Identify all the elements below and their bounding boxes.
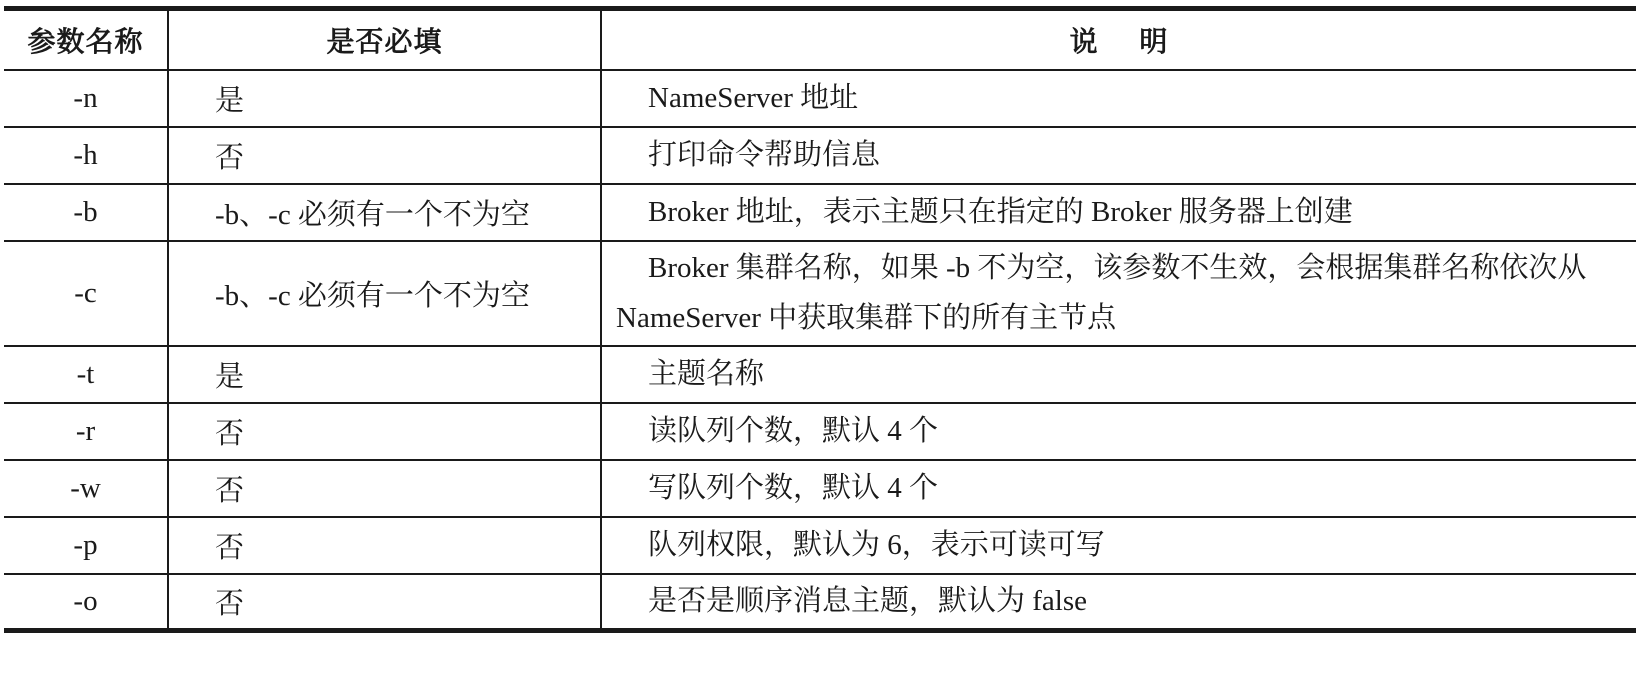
table-row bbox=[4, 127, 1636, 184]
description-cell: Broker 地址，表示主题只在指定的 Broker 服务器上创建 bbox=[601, 184, 1636, 241]
parameter-table bbox=[4, 6, 1636, 633]
description-cell: Broker 集群名称，如果 -b 不为空，该参数不生效，会根据集群名称依次从 NameServer 中获取集群下的所有主节点 bbox=[601, 241, 1636, 346]
required-cell: -b、-c 必须有一个不为空 bbox=[168, 241, 601, 346]
param-cell: -p bbox=[73, 528, 98, 561]
param-cell: -o bbox=[73, 584, 98, 617]
header-required: 是否必填 bbox=[168, 9, 601, 70]
required-cell: 否 bbox=[168, 403, 601, 460]
required-cell: 否 bbox=[168, 517, 601, 574]
description-cell: 主题名称 bbox=[601, 346, 1636, 403]
table-row bbox=[4, 574, 1636, 631]
table-row bbox=[4, 403, 1636, 460]
header-param-name: 参数名称 bbox=[27, 24, 144, 58]
required-cell: 是 bbox=[168, 346, 601, 403]
description-cell: 读队列个数，默认 4 个 bbox=[601, 403, 1636, 460]
header-description: 说 明 bbox=[601, 9, 1636, 70]
param-cell: -h bbox=[73, 138, 98, 171]
description-cell: NameServer 地址 bbox=[601, 70, 1636, 127]
param-cell: -r bbox=[75, 414, 96, 447]
param-cell: -b bbox=[73, 195, 98, 228]
table-row bbox=[4, 241, 1636, 346]
param-cell: -c bbox=[74, 276, 97, 309]
description-cell: 队列权限，默认为 6，表示可读可写 bbox=[601, 517, 1636, 574]
description-cell: 打印命令帮助信息 bbox=[601, 127, 1636, 184]
required-cell: 否 bbox=[168, 127, 601, 184]
param-cell: -w bbox=[70, 471, 101, 504]
table-row bbox=[4, 517, 1636, 574]
required-cell: 否 bbox=[168, 460, 601, 517]
param-cell: -n bbox=[73, 81, 98, 114]
table-row bbox=[4, 70, 1636, 127]
table-row bbox=[4, 460, 1636, 517]
description-cell: 写队列个数，默认 4 个 bbox=[601, 460, 1636, 517]
description-cell: 是否是顺序消息主题，默认为 false bbox=[601, 574, 1636, 631]
required-cell: -b、-c 必须有一个不为空 bbox=[168, 184, 601, 241]
table-header-row bbox=[4, 9, 1636, 70]
table-row bbox=[4, 346, 1636, 403]
parameter-table-container bbox=[4, 6, 1636, 633]
param-cell: -t bbox=[76, 357, 95, 390]
required-cell: 是 bbox=[168, 70, 601, 127]
table-row bbox=[4, 184, 1636, 241]
required-cell: 否 bbox=[168, 574, 601, 631]
